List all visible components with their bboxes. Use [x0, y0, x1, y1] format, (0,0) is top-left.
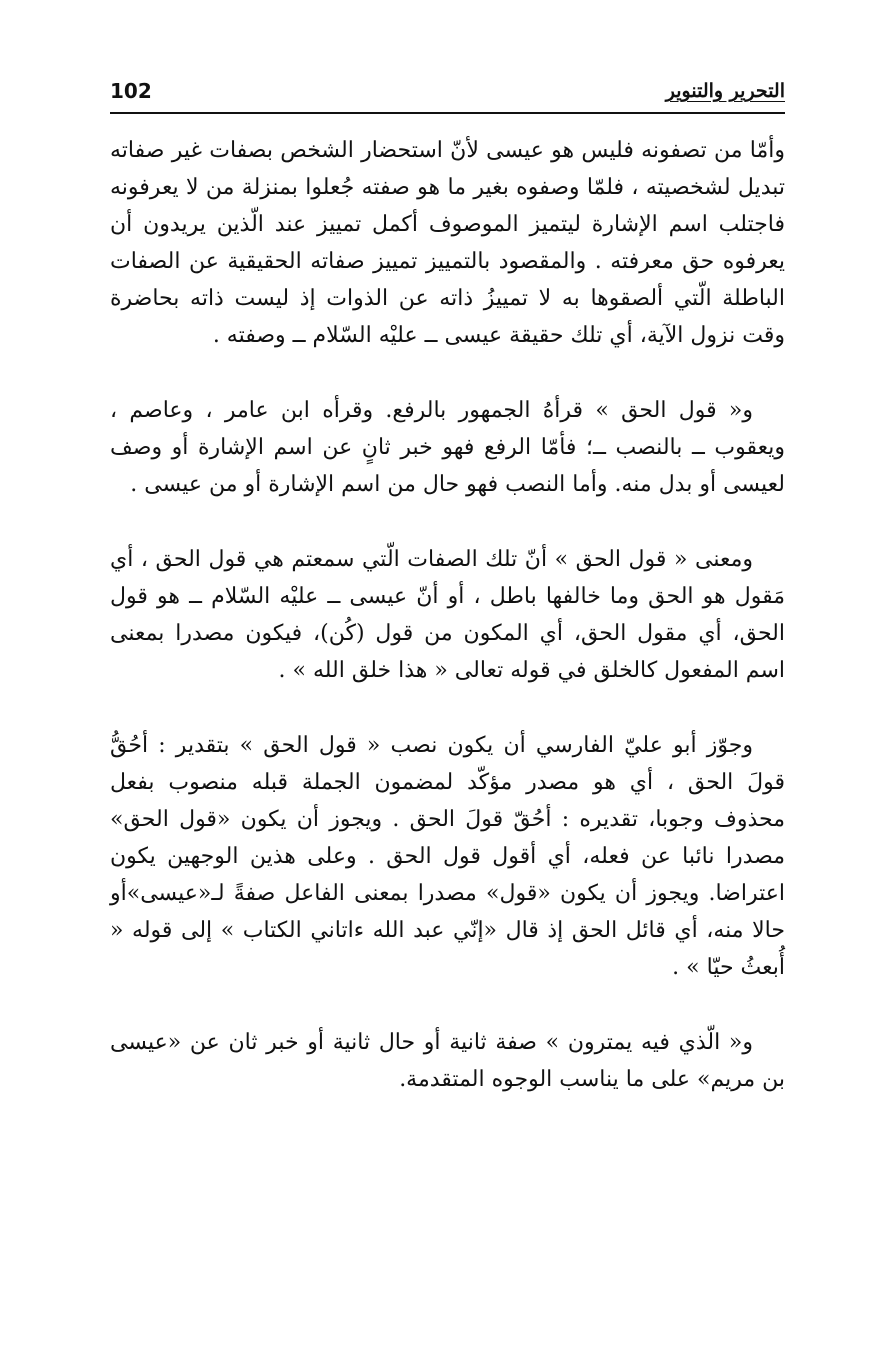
page-header	[110, 78, 785, 108]
page-body	[110, 132, 785, 1136]
running-title: التحرير والتنوير	[665, 80, 785, 102]
paragraph-4: وجوّز أبو عليّ الفارسي أن يكون نصب « قول الحق » بتقدير : أحُقُّ قولَ الحق ، أي هو مصدر مؤكّد لمضمون الجملة قبله منصوب بفعل محذوف وجوبا، تقديره : أحُقّ قولَ الحق . ويجوز أن يكون «قول الحق» مصدرا نائبا عن فعله، أي أقول قول الحق . وعلى هذين الوجهين يكون اعتراضا. ويجوز أن يكون «قول» مصدرا بمعنى الفاعل صفةً لـ«عيسى»أو حالا منه، أي قائل الحق إذ قال «إنّي عبد الله ءاتاني الكتاب » إلى قوله « أُبعثُ حيّا » .	[110, 733, 785, 980]
paragraph-5: و« الّذي فيه يمترون » صفة ثانية أو حال ثانية أو خبر ثان عن «عيسى بن مريم» على ما يناسب الوجوه المتقدمة.	[110, 1030, 785, 1092]
paragraph-1: وأمّا من تصفونه فليس هو عيسى لأنّ استحضار الشخص بصفات غير صفاته تبديل لشخصيته ، فلمّا وصفوه بغير ما هو صفته جُعلوا بمنزلة من لا يعرفونه فاجتلب اسم الإشارة ليتميز الموصوف أكمل تمييز عند الّذين يريدون أن يعرفوه حق معرفته . والمقصود بالتمييز تمييز صفاته الحقيقية عن الصفات الباطلة الّتي ألصقوها به لا تمييزُ ذاته عن الذوات إذ ليست ذاته بحاضرة وقت نزول الآية، أي تلك حقيقة عيسى ــ عليْه السّلام ــ وصفته .	[110, 138, 785, 348]
paragraph-2: و« قول الحق » قرأهُ الجمهور بالرفع. وقرأه ابن عامر ، وعاصم ، ويعقوب ــ بالنصب ــ؛ فأمّا الرفع فهو خبر ثانٍ عن اسم الإشارة أو وصف لعيسى أو بدل منه. وأما النصب فهو حال من اسم الإشارة أو من عيسى .	[110, 398, 785, 497]
header-rule	[110, 112, 785, 114]
page-number: 102	[110, 79, 152, 103]
paragraph-3: ومعنى « قول الحق » أنّ تلك الصفات الّتي سمعتم هي قول الحق ، أي مَقول هو الحق وما خالفها باطل ، أو أنّ عيسى ــ عليْه السّلام ــ هو قول الحق، أي مقول الحق، أي المكون من قول (كُن)، فيكون مصدرا بمعنى اسم المفعول كالخلق في قوله تعالى « هذا خلق الله » .	[110, 547, 785, 683]
